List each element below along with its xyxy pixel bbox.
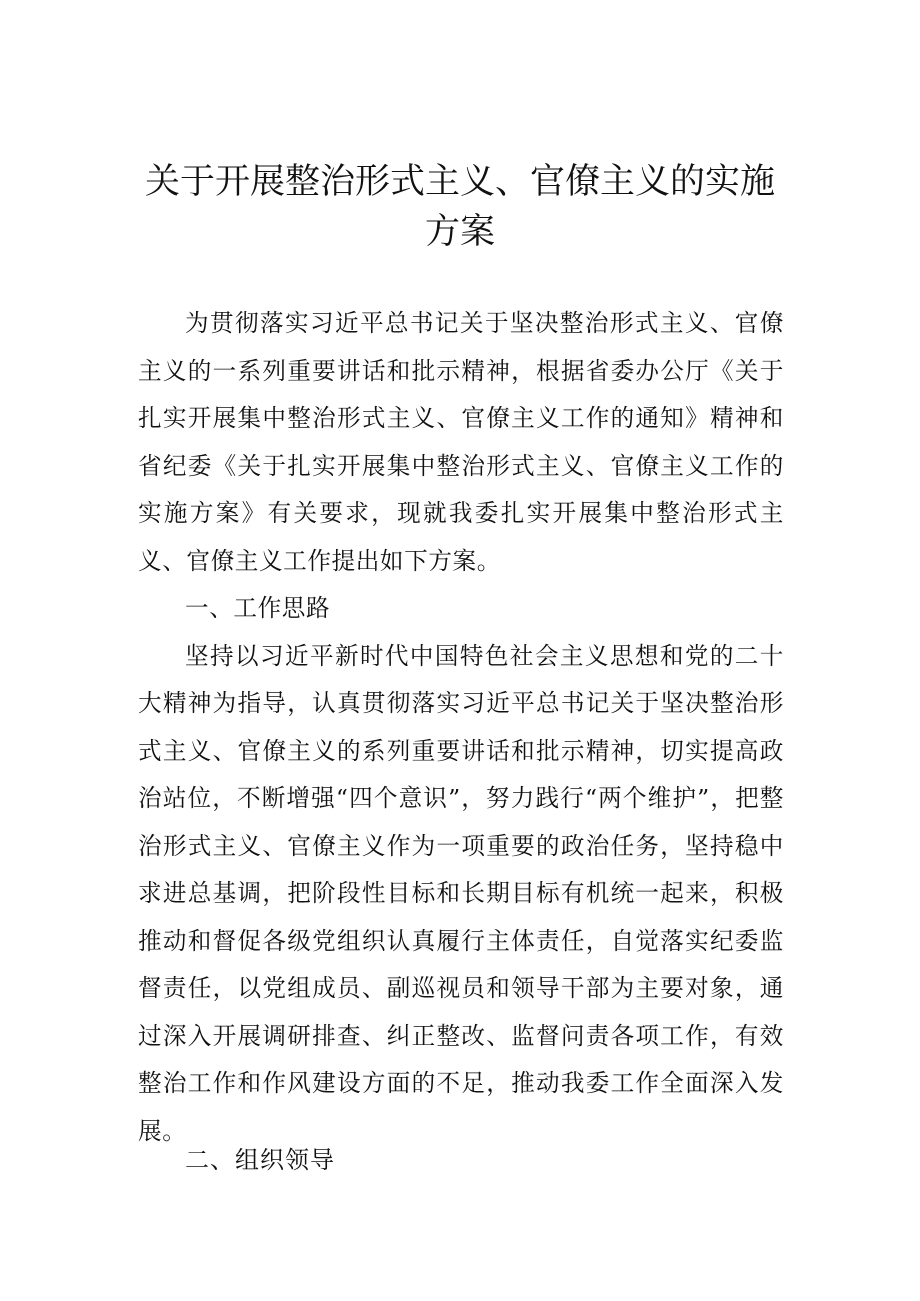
document-title-line-2: 方案 — [424, 212, 495, 252]
document-title — [140, 157, 780, 257]
section-heading-work-approach: 一、工作思路 — [185, 594, 331, 622]
document-body — [138, 300, 784, 1155]
work-approach-paragraph: 坚持以习近平新时代中国特色社会主义思想和党的二十大精神为指导，认真贯彻落实习近平总书记关于坚决整治形式主义、官僚主义的系列重要讲话和批示精神，切实提高政治站位，不断增强“四个意识”，努力践行“两个维护”，把整治形式主义、官僚主义作为一项重要的政治任务，坚持稳中求进总基调，把阶段性目标和长期目标有机统一起来，积极推动和督促各级党组织认真履行主体责任，自觉落实纪委监督责任，以党组成员、副巡视员和领导干部为主要对象，通过深入开展调研排查、纠正整改、监督问责各项工作，有效整治工作和作风建设方面的不足，推动我委工作全面深入发展。 — [138, 641, 784, 1145]
section-heading-organization: 二、组织领导 — [185, 1146, 335, 1174]
document-title-line-1: 关于开展整治形式主义、官僚主义的实施 — [144, 162, 775, 202]
intro-paragraph: 为贯彻落实习近平总书记关于坚决整治形式主义、官僚主义的一系列重要讲话和批示精神，根据省委办公厅《关于扎实开展集中整治形式主义、官僚主义工作的通知》精神和省纪委《关于扎实开展集中整治形式主义、官僚主义工作的实施方案》有关要求，现就我委扎实开展集中整治形式主义、官僚主义工作提出如下方案。 — [138, 309, 784, 575]
